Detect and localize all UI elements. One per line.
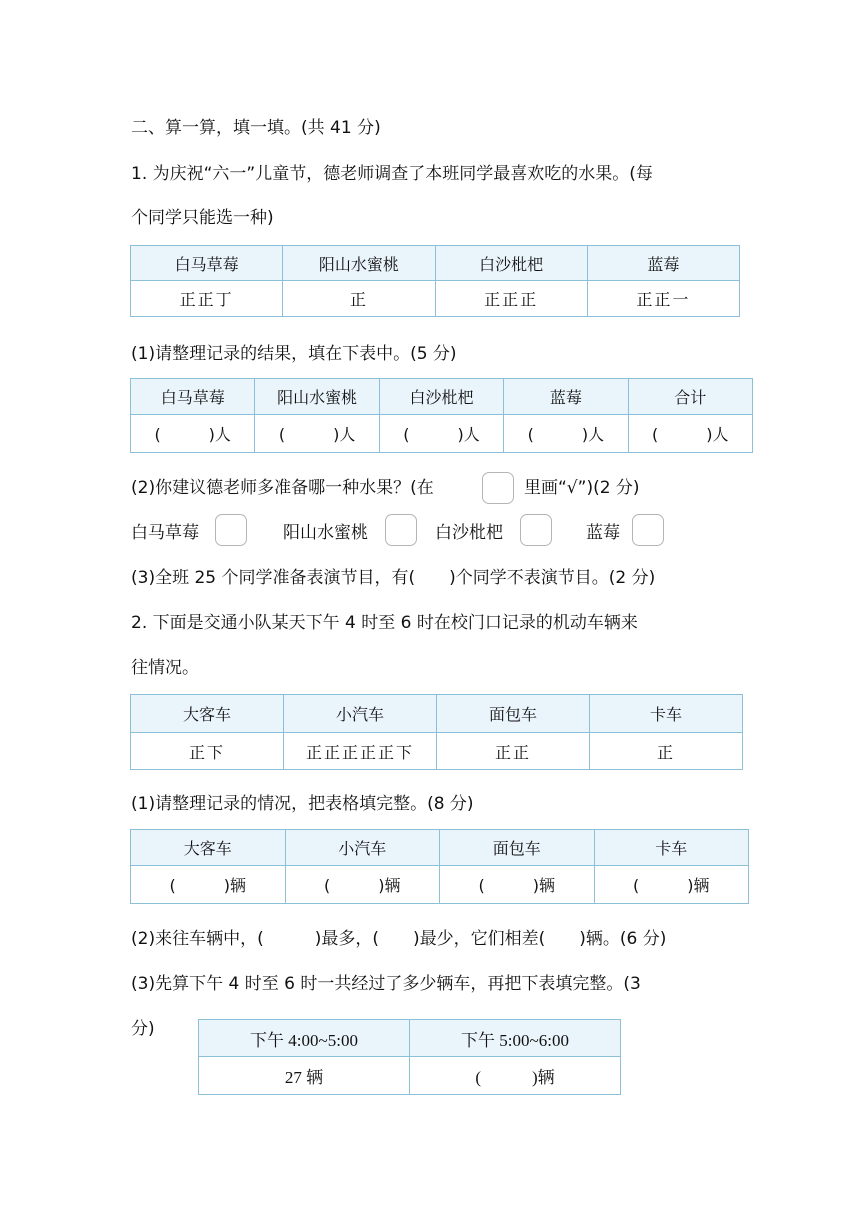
choice-label-peach: 阳山水蜜桃 bbox=[283, 523, 368, 543]
q1-count-header: 蓝莓 bbox=[504, 379, 628, 415]
q1-tally-table bbox=[130, 245, 740, 317]
q2-tally-cell: 正下 bbox=[131, 733, 284, 770]
q1-tally-header: 白马草莓 bbox=[131, 246, 283, 281]
q1-count-header: 合计 bbox=[628, 379, 752, 415]
q2-part1-prompt: (1)请整理记录的情况，把表格填完整。(8 分) bbox=[131, 794, 474, 814]
q1-count-answer-cell[interactable]: ( )人 bbox=[628, 415, 752, 453]
q1-tally-cell: 正正正 bbox=[435, 281, 587, 317]
section-title: 二、算一算，填一填。(共 41 分) bbox=[131, 118, 381, 138]
q1-count-answer-cell[interactable]: ( )人 bbox=[379, 415, 503, 453]
q2-count-header: 面包车 bbox=[440, 830, 595, 866]
q2-part3-prompt-line2: 分) bbox=[131, 1019, 155, 1039]
q2-tally-cell: 正 bbox=[590, 733, 743, 770]
q1-tally-cell: 正正一 bbox=[587, 281, 739, 317]
q2-count-table bbox=[130, 829, 749, 904]
q2-intro-line2: 往情况。 bbox=[131, 658, 199, 678]
example-checkbox bbox=[482, 472, 514, 504]
choice-label-strawberry: 白马草莓 bbox=[131, 523, 199, 543]
q2-tally-header: 卡车 bbox=[590, 695, 743, 733]
q1-count-answer-cell[interactable]: ( )人 bbox=[255, 415, 379, 453]
q2-count-answer-cell[interactable]: ( )辆 bbox=[131, 866, 286, 904]
q2-tally-cell: 正正 bbox=[437, 733, 590, 770]
q2-count-answer-cell[interactable]: ( )辆 bbox=[594, 866, 749, 904]
q1-intro-line2: 个同学只能选一种) bbox=[131, 208, 274, 228]
q2-count-answer-cell[interactable]: ( )辆 bbox=[285, 866, 440, 904]
q1-part1-prompt: (1)请整理记录的结果，填在下表中。(5 分) bbox=[131, 344, 457, 364]
q2-count-answer-cell[interactable]: ( )辆 bbox=[440, 866, 595, 904]
q1-part3-prompt: (3)全班 25 个同学准备表演节目，有( )个同学不表演节目。(2 分) bbox=[131, 568, 656, 588]
q2-count-header: 小汽车 bbox=[285, 830, 440, 866]
q1-tally-cell: 正正丁 bbox=[131, 281, 283, 317]
q2-tally-cell: 正正正正正下 bbox=[284, 733, 437, 770]
q2-tally-header: 面包车 bbox=[437, 695, 590, 733]
choice-checkbox-peach[interactable] bbox=[385, 514, 417, 546]
q1-count-answer-cell[interactable]: ( )人 bbox=[504, 415, 628, 453]
q1-count-table bbox=[130, 378, 753, 453]
q1-tally-header: 白沙枇杷 bbox=[435, 246, 587, 281]
q1-part2-prompt-start: (2)你建议德老师多准备哪一种水果？(在 bbox=[131, 478, 434, 498]
q2-time-answer-cell[interactable]: ( )辆 bbox=[410, 1057, 621, 1095]
q2-tally-header: 小汽车 bbox=[284, 695, 437, 733]
q1-intro-line1: 1. 为庆祝“六一”儿童节，德老师调查了本班同学最喜欢吃的水果。(每 bbox=[131, 164, 653, 184]
q2-tally-header: 大客车 bbox=[131, 695, 284, 733]
q1-count-header: 白沙枇杷 bbox=[379, 379, 503, 415]
q2-time-header: 下午 5:00~6:00 bbox=[410, 1020, 621, 1057]
q2-time-header: 下午 4:00~5:00 bbox=[199, 1020, 410, 1057]
q2-tally-table bbox=[130, 694, 743, 770]
q2-part3-prompt-line1: (3)先算下午 4 时至 6 时一共经过了多少辆车，再把下表填完整。(3 bbox=[131, 974, 641, 994]
q2-part2-prompt: (2)来往车辆中，( )最多，( )最少，它们相差( )辆。(6 分) bbox=[131, 929, 667, 949]
q2-time-cell-first-hour: 27 辆 bbox=[199, 1057, 410, 1095]
choice-label-blueberry: 蓝莓 bbox=[586, 523, 620, 543]
q1-count-answer-cell[interactable]: ( )人 bbox=[131, 415, 255, 453]
q2-intro-line1: 2. 下面是交通小队某天下午 4 时至 6 时在校门口记录的机动车辆来 bbox=[131, 613, 638, 633]
q1-tally-header: 阳山水蜜桃 bbox=[283, 246, 435, 281]
q1-part2-prompt-end: 里画“√”)(2 分) bbox=[524, 478, 640, 498]
q1-count-header: 阳山水蜜桃 bbox=[255, 379, 379, 415]
q2-count-header: 卡车 bbox=[594, 830, 749, 866]
q1-count-header: 白马草莓 bbox=[131, 379, 255, 415]
q1-tally-cell: 正 bbox=[283, 281, 435, 317]
choice-checkbox-loquat[interactable] bbox=[520, 514, 552, 546]
q2-time-table bbox=[198, 1019, 621, 1095]
choice-checkbox-blueberry[interactable] bbox=[632, 514, 664, 546]
choice-checkbox-strawberry[interactable] bbox=[215, 514, 247, 546]
q2-count-header: 大客车 bbox=[131, 830, 286, 866]
choice-label-loquat: 白沙枇杷 bbox=[435, 523, 503, 543]
q1-tally-header: 蓝莓 bbox=[587, 246, 739, 281]
